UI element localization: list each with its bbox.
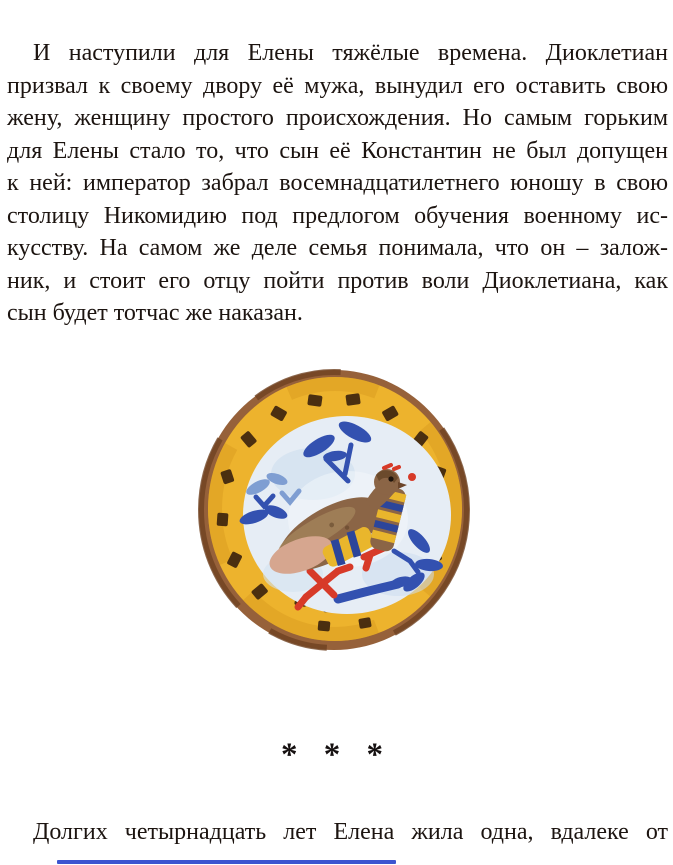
text-line: для Елены стало то, что сын её Константин не был допущен (7, 137, 668, 164)
text-line: призвал к своему двору её мужа, вынудил его оставить свою (7, 72, 668, 99)
text-line: ник, и стоит его отцу пойти против воли Диоклетиана, как (7, 267, 668, 294)
text-line: столицу Никомидию под предлогом обучения военному ис- (7, 202, 668, 229)
text-line: И наступили для Елены тяжёлые времена. Диоклетиан (33, 40, 668, 66)
body-text-paragraph-1 (7, 37, 668, 330)
section-separator: * * * (281, 737, 392, 773)
text-line: сын будет тотчас же наказан. (7, 300, 303, 326)
text-line: жену, женщину простого происхождения. Но самым горьким (7, 105, 668, 131)
body-text-paragraph-2 (7, 816, 668, 849)
text-line: к ней: император забрал восемнадцатилетнего юношу в свою (7, 170, 668, 196)
text-line: Долгих четырнадцать лет Елена жила одна, вдалеке от (33, 819, 668, 845)
bottom-blue-line (57, 860, 396, 864)
bird-medallion-illustration (198, 369, 470, 652)
text-line: кусству. На самом же деле семья понимала, что он – залож- (7, 235, 668, 261)
